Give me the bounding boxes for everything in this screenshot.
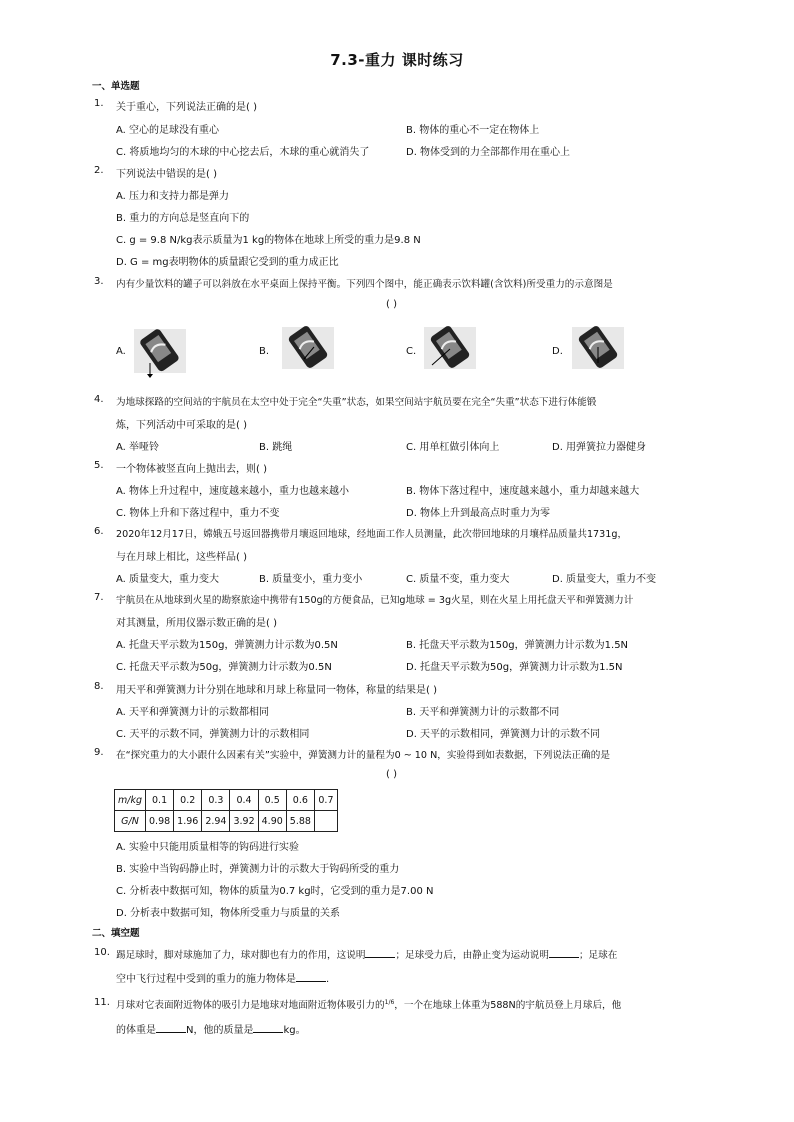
option-a: A. 空心的足球没有重心 xyxy=(116,125,220,136)
answer-blank[interactable] xyxy=(549,947,579,958)
table-cell: 3.92 xyxy=(230,811,258,832)
question-text-line2: 与在月球上相比，这些样品( ) xyxy=(116,552,247,563)
option-d: D. 质量变大，重力不变 xyxy=(552,574,657,585)
question-number: 10. xyxy=(94,947,110,958)
option-d: D. 用弹簧拉力器健身 xyxy=(552,442,647,453)
question-text-line2: 对其测量，所用仪器示数正确的是( ) xyxy=(116,618,277,629)
question-text: 用天平和弹簧测力计分别在地球和月球上称量同一物体，称量的结果是( ) xyxy=(116,685,437,696)
option-a: A. 托盘天平示数为150g，弹簧测力计示数为0.5N xyxy=(116,640,338,651)
question-number: 7. xyxy=(94,592,104,603)
option-b: B. xyxy=(259,346,270,357)
can-tilted-icon xyxy=(568,325,628,373)
option-b: B. 物体下落过程中，速度越来越小，重力却越来越大 xyxy=(406,486,640,497)
option-c: C. 将质地均匀的木球的中心挖去后，木球的重心就消失了 xyxy=(116,147,370,158)
question-text: 关于重心，下列说法正确的是( ) xyxy=(116,102,257,113)
section-heading-fill-in: 二、填空题 xyxy=(92,928,140,939)
question-text-line1: 2020年12月17日，嫦娥五号返回器携带月壤返回地球，经地面工作人员测量，此次带回地球的月壤样品质量共1731g， xyxy=(116,529,628,540)
option-c: C. xyxy=(406,346,417,357)
text-part: 踢足球时，脚对球施加了力，球对脚也有力的作用，这说明 xyxy=(116,950,366,961)
option-b: B. 物体的重心不一定在物体上 xyxy=(406,125,540,136)
option-d: D. 物体受到的力全部都作用在重心上 xyxy=(406,147,571,158)
text-part: 空中飞行过程中受到的重力的施力物体是 xyxy=(116,974,296,985)
section-heading-single-choice: 一、单选题 xyxy=(92,81,140,92)
option-a: A. 质量变大，重力变大 xyxy=(116,574,220,585)
answer-paren: ( ) xyxy=(386,769,397,780)
can-tilted-icon xyxy=(278,325,338,373)
data-table xyxy=(114,789,338,832)
table-cell xyxy=(314,811,337,832)
option-d: D. 天平的示数相同，弹簧测力计的示数不同 xyxy=(406,729,601,740)
table-cell: 0.98 xyxy=(146,811,174,832)
question-number: 8. xyxy=(94,681,104,692)
question-text-line2 xyxy=(116,1021,306,1036)
can-tilted-icon xyxy=(420,325,480,373)
option-c: C. 分析表中数据可知，物体的质量为0.7 kg时，它受到的重力是7.00 N xyxy=(116,886,434,897)
table-row xyxy=(115,790,338,811)
option-c: C. 物体上升和下落过程中，重力不变 xyxy=(116,508,280,519)
option-b: B. 实验中当钩码静止时，弹簧测力计的示数大于钩码所受的重力 xyxy=(116,864,400,875)
option-a: A. 压力和支持力都是弹力 xyxy=(116,191,230,202)
can-diagram-c xyxy=(420,325,476,365)
question-text: 内有少量饮料的罐子可以斜放在水平桌面上保持平衡。下列四个图中，能正确表示饮料罐(含饮料)所受重力的示意图是 xyxy=(116,279,613,290)
text-part: ，一个在地球上体重为588N的宇航员登上月球后，他 xyxy=(394,1000,622,1011)
question-text: 下列说法中错误的是( ) xyxy=(116,169,217,180)
option-a: A. 举哑铃 xyxy=(116,442,160,453)
question-text: 在“探究重力的大小跟什么因素有关”实验中，弹簧测力计的量程为0 ~ 10 N，实验得到如表数据，下列说法正确的是 xyxy=(116,750,610,761)
option-b: B. 天平和弹簧测力计的示数都不同 xyxy=(406,707,560,718)
question-number: 2. xyxy=(94,165,104,176)
table-cell: 0.3 xyxy=(202,790,230,811)
answer-blank[interactable] xyxy=(296,971,326,982)
table-cell: 0.7 xyxy=(314,790,337,811)
table-cell: m/kg xyxy=(115,790,146,811)
table-cell: 2.94 xyxy=(202,811,230,832)
question-number: 9. xyxy=(94,747,104,758)
question-text-line2: 炼，下列活动中可采取的是( ) xyxy=(116,420,247,431)
table-cell: 4.90 xyxy=(258,811,286,832)
option-a: A. 天平和弹簧测力计的示数都相同 xyxy=(116,707,270,718)
question-text-line1 xyxy=(116,947,617,961)
question-number: 4. xyxy=(94,394,104,405)
question-text-line2 xyxy=(116,970,329,985)
table-cell: G/N xyxy=(115,811,146,832)
table-cell: 0.5 xyxy=(258,790,286,811)
question-text: 一个物体被竖直向上抛出去，则( ) xyxy=(116,464,267,475)
question-number: 1. xyxy=(94,98,104,109)
option-d: D. 物体上升到最高点时重力为零 xyxy=(406,508,551,519)
option-a: A. 实验中只能用质量相等的钩码进行实验 xyxy=(116,842,300,853)
can-diagram-a xyxy=(130,327,186,367)
option-b: B. 跳绳 xyxy=(259,442,293,453)
option-b: B. 托盘天平示数为150g，弹簧测力计示数为1.5N xyxy=(406,640,629,651)
question-text-line1: 为地球探路的空间站的宇航员在太空中处于完全“失重”状态，如果空间站宇航员要在完全“失重”状态下进行体能锻 xyxy=(116,397,597,408)
answer-blank[interactable] xyxy=(253,1022,283,1033)
option-c: C. 托盘天平示数为50g，弹簧测力计示数为0.5N xyxy=(116,662,332,673)
option-d: D. xyxy=(552,346,563,357)
question-text-line1 xyxy=(116,997,621,1011)
question-number: 11. xyxy=(94,997,110,1008)
question-number: 6. xyxy=(94,526,104,537)
text-part: . xyxy=(326,974,330,985)
fraction-one-sixth: 1/6 xyxy=(384,998,395,1006)
option-b: B. 重力的方向总是竖直向下的 xyxy=(116,213,250,224)
answer-paren: ( ) xyxy=(386,299,397,310)
table-cell: 0.1 xyxy=(146,790,174,811)
table-cell: 0.6 xyxy=(286,790,314,811)
can-diagram-b xyxy=(278,325,334,365)
option-c: C. 天平的示数不同，弹簧测力计的示数相同 xyxy=(116,729,310,740)
text-part: N，他的质量是 xyxy=(186,1025,254,1036)
answer-blank[interactable] xyxy=(365,947,395,958)
option-a: A. 物体上升过程中，速度越来越小，重力也越来越小 xyxy=(116,486,350,497)
page-title: 7.3-重力 课时练习 xyxy=(330,51,464,69)
question-text-line1: 宇航员在从地球到火星的勘察旅途中携带有150g的方便食品，已知g地球 = 3g火星，则在火星上用托盘天平和弹簧测力计 xyxy=(116,595,634,606)
table-cell: 0.4 xyxy=(230,790,258,811)
text-part: 的体重是 xyxy=(116,1025,156,1036)
text-part: kg。 xyxy=(283,1025,306,1036)
can-tilted-icon xyxy=(130,327,190,379)
option-d: D. 分析表中数据可知，物体所受重力与质量的关系 xyxy=(116,908,341,919)
text-part: 月球对它表面附近物体的吸引力是地球对地面附近物体吸引力的 xyxy=(116,1000,385,1011)
text-part: ；足球受力后，由静止变为运动说明 xyxy=(395,950,549,961)
option-c: C. 质量不变，重力变大 xyxy=(406,574,510,585)
answer-blank[interactable] xyxy=(156,1022,186,1033)
table-cell: 1.96 xyxy=(174,811,202,832)
table-cell: 0.2 xyxy=(174,790,202,811)
question-number: 3. xyxy=(94,276,104,287)
can-diagram-d xyxy=(568,325,624,365)
option-c: C. g = 9.8 N/kg表示质量为1 kg的物体在地球上所受的重力是9.8 N xyxy=(116,235,421,246)
table-cell: 5.88 xyxy=(286,811,314,832)
question-number: 5. xyxy=(94,460,104,471)
option-b: B. 质量变小，重力变小 xyxy=(259,574,363,585)
table-row xyxy=(115,811,338,832)
option-c: C. 用单杠做引体向上 xyxy=(406,442,500,453)
option-d: D. 托盘天平示数为50g，弹簧测力计示数为1.5N xyxy=(406,662,623,673)
option-d: D. G = mg表明物体的质量跟它受到的重力成正比 xyxy=(116,257,339,268)
text-part: ；足球在 xyxy=(578,950,618,961)
option-a: A. xyxy=(116,346,126,357)
